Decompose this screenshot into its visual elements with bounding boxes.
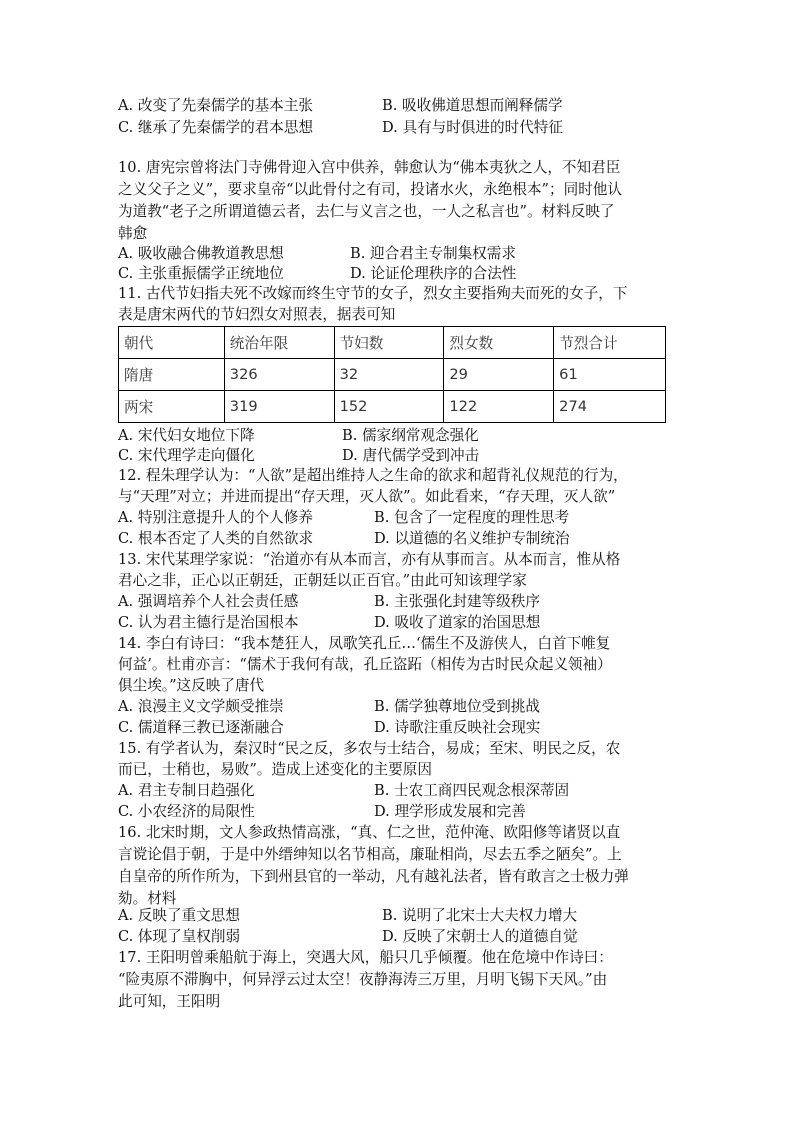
- q9-option-d: D. 具有与时俱进的时代特征: [382, 119, 563, 136]
- q12-option-c: C. 根本否定了人类的自然欲求: [118, 530, 314, 547]
- table-header-cell: 朝代: [119, 327, 225, 359]
- table-cell: 29: [444, 359, 554, 391]
- q16-option-b: B. 说明了北宋士大夫权力增大: [382, 907, 578, 924]
- table-header-cell: 烈女数: [444, 327, 554, 359]
- q15-stem-line: 而已，士稍也，易败”。造成上述变化的主要原因: [118, 761, 432, 778]
- q13-option-c: C. 认为君主德行是治国根本: [118, 614, 299, 631]
- q12-option-d: D. 以道德的名义维护专制统治: [374, 530, 570, 547]
- q14-option-a: A. 浪漫主义文学颇受推崇: [118, 698, 284, 715]
- q14-option-b: B. 儒学独尊地位受到挑战: [374, 698, 540, 715]
- q10-option-d: D. 论证伦理秩序的合法性: [350, 265, 517, 282]
- q12-option-b: B. 包含了一定程度的理性思考: [374, 509, 570, 526]
- q17-stem-line: 17. 王阳明曾乘船航于海上，突遇大风，船只几乎倾覆。他在危境中作诗曰：: [118, 949, 613, 966]
- q16-stem-line: 言谠论倡于朝，于是中外缙绅知以名节相高，廉耻相尚，尽去五季之陋矣”。上: [118, 846, 622, 863]
- table-cell: 152: [334, 391, 444, 423]
- table-header-row: [119, 327, 666, 359]
- q15-stem-line: 15. 有学者认为，秦汉时“民之反，多农与士结合，易成；至宋、明民之反，农: [118, 740, 621, 757]
- q12-option-a: A. 特别注意提升人的个人修养: [118, 509, 313, 526]
- q14-stem-line: 14. 李白有诗曰：“我本楚狂人，凤歌笑孔丘…‘儒生不及游侠人，白首下帷复: [118, 635, 611, 652]
- q11-option-a: A. 宋代妇女地位下降: [118, 427, 255, 444]
- q9-option-a: A. 改变了先秦儒学的基本主张: [118, 97, 313, 114]
- q17-stem-line: 此可知，王阳明: [118, 993, 221, 1010]
- table-cell: 319: [224, 391, 334, 423]
- table-row: [119, 359, 666, 391]
- table-header-cell: 节妇数: [334, 327, 444, 359]
- table-header-cell: 统治年限: [224, 327, 334, 359]
- q15-option-d: D. 理学形成发展和完善: [374, 803, 526, 820]
- table-cell: 61: [554, 359, 666, 391]
- q15-option-a: A. 君主专制日趋强化: [118, 782, 255, 799]
- q9-option-b: B. 吸收佛道思想而阐释儒学: [382, 97, 563, 114]
- q14-option-d: D. 诗歌注重反映社会现实: [374, 719, 541, 736]
- q13-stem-line: 君心之非，正心以正朝廷，正朝廷以正百官。”由此可知该理学家: [118, 572, 527, 589]
- q11-stem-line: 11. 古代节妇指夫死不改嫁而终生守节的女子，烈女主要指殉夫而死的女子，下: [118, 285, 628, 302]
- q15-option-b: B. 士农工商四民观念根深蒂固: [374, 782, 570, 799]
- q16-stem-line: 16. 北宋时期，文人参政热情高涨，“真、仁之世，范仲淹、欧阳修等诸贤以直: [118, 824, 621, 841]
- q10-option-b: B. 迎合君主专制集权需求: [350, 245, 516, 262]
- q10-option-c: C. 主张重振儒学正统地位: [118, 265, 284, 282]
- q13-stem-line: 13. 宋代某理学家说：“治道亦有从本而言，亦有从事而言。从本而言，惟从格: [118, 551, 621, 568]
- q11-option-d: D. 唐代儒学受到冲击: [342, 447, 480, 464]
- q10-stem-line: 之义父子之义”，要求皇帝“以此骨付之有司，投诸水火，永绝根本”；同时他认: [118, 181, 622, 198]
- q14-option-c: C. 儒道释三教已逐渐融合: [118, 719, 284, 736]
- q15-option-c: C. 小农经济的局限性: [118, 803, 255, 820]
- table-cell: 两宋: [119, 391, 225, 423]
- q13-option-a: A. 强调培养个人社会责任感: [118, 593, 299, 610]
- q16-option-a: A. 反映了重文思想: [118, 907, 240, 924]
- q11-option-b: B. 儒家纲常观念强化: [342, 427, 479, 444]
- table-cell: 274: [554, 391, 666, 423]
- q9-option-c: C. 继承了先秦儒学的君本思想: [118, 119, 314, 136]
- table-row: [119, 391, 666, 423]
- table-cell: 隋唐: [119, 359, 225, 391]
- q12-stem-line: 12. 程朱理学认为：“人欲”是超出维持人之生命的欲求和超背礼仪规范的行为，: [118, 467, 628, 484]
- q13-option-d: D. 吸收了道家的治国思想: [374, 614, 541, 631]
- q16-stem-line: 自皇帝的所作所为，下到州县官的一举动，凡有越礼法者，皆有敢言之士极力弹: [118, 868, 629, 885]
- q11-option-c: C. 宋代理学走向僵化: [118, 447, 255, 464]
- q14-stem-line: 俱尘埃。”这反映了唐代: [118, 677, 265, 694]
- q10-stem-line: 韩愈: [118, 225, 148, 242]
- table-header-cell: 节烈合计: [554, 327, 666, 359]
- q17-stem-line: “险夷原不滞胸中，何异浮云过太空！夜静海涛三万里，月明飞锡下天风。”由: [118, 971, 608, 988]
- q10-stem-line: 10. 唐宪宗曾将法门寺佛骨迎入宫中供养，韩愈认为“佛本夷狄之人，不知君臣: [118, 159, 621, 176]
- q16-stem-line: 劾。材料: [118, 890, 177, 907]
- table-cell: 326: [224, 359, 334, 391]
- chastity-table: [118, 326, 666, 423]
- q14-stem-line: 何益’。杜甫亦言：“儒术于我何有哉，孔丘盗跖（相传为古时民众起义领袖）: [118, 656, 612, 673]
- q10-option-a: A. 吸收融合佛教道教思想: [118, 245, 284, 262]
- q16-option-c: C. 体现了皇权削弱: [118, 928, 241, 945]
- q13-option-b: B. 主张强化封建等级秩序: [374, 593, 540, 610]
- q16-option-d: D. 反映了宋朝士人的道德自觉: [382, 928, 578, 945]
- q11-stem-line: 表是唐宋两代的节妇烈女对照表，据表可知: [118, 306, 396, 323]
- table-cell: 122: [444, 391, 554, 423]
- table-cell: 32: [334, 359, 444, 391]
- q10-stem-line: 为道教“老子之所谓道德云者，去仁与义言之也，一人之私言也”。材料反映了: [118, 203, 615, 220]
- q12-stem-line: 与“天理”对立；并进而提出“存天理，灭人欲”。如此看来，“存天理，灭人欲”: [118, 488, 616, 505]
